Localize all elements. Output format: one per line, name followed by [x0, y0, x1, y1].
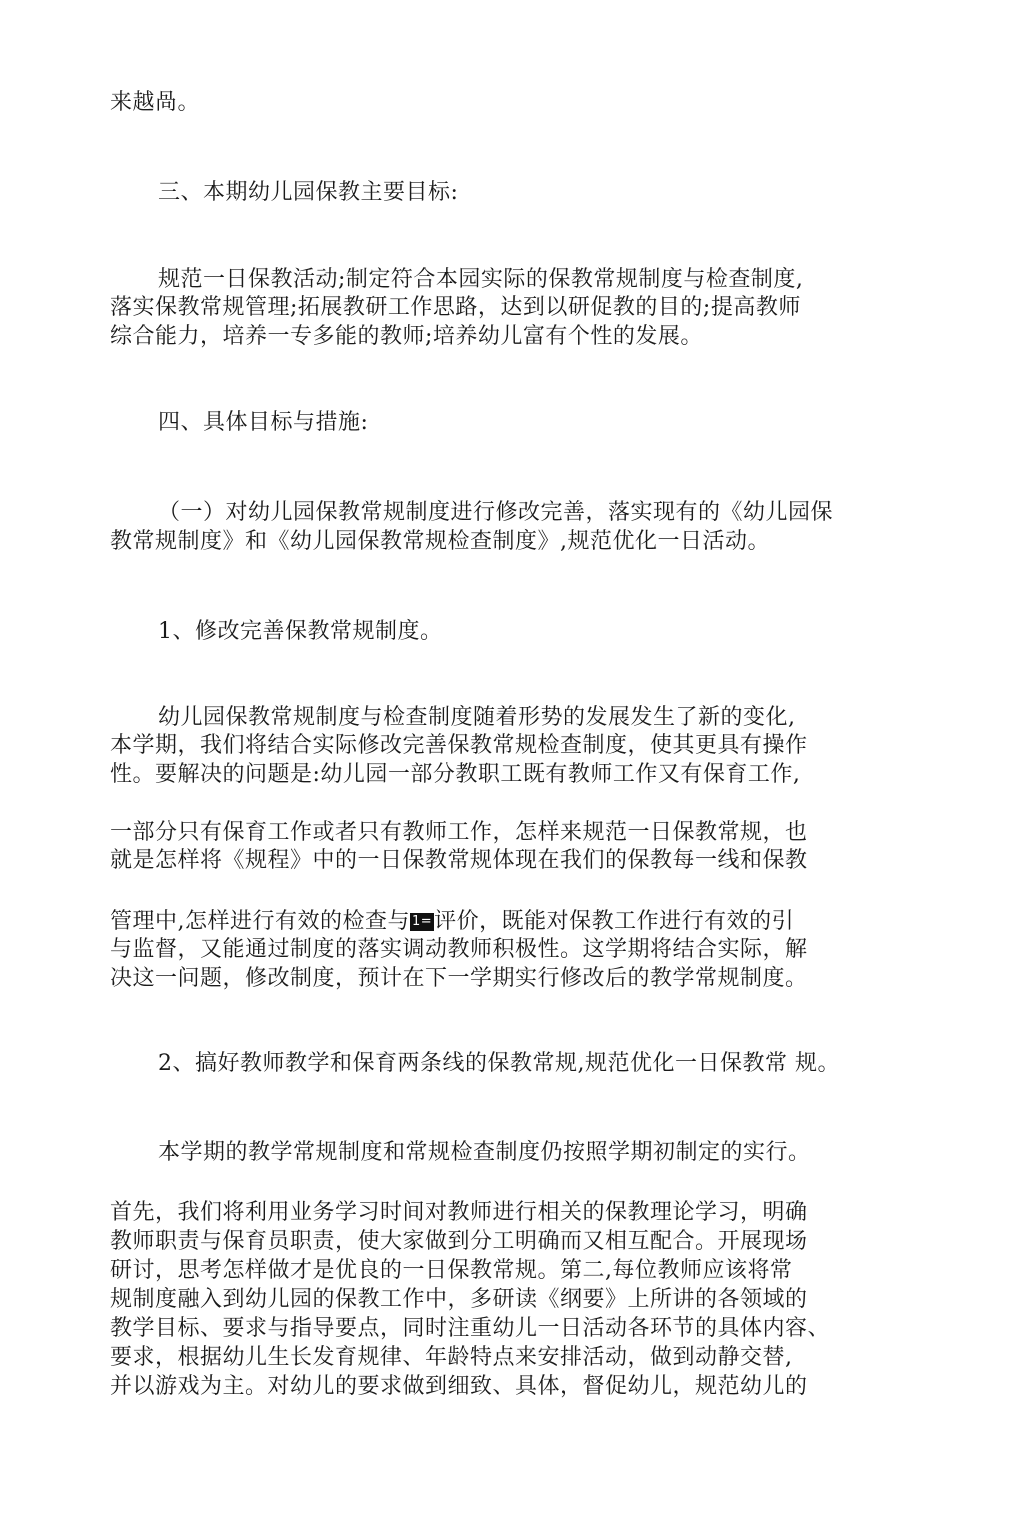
text-line [110, 907, 794, 937]
text-line: 规范一日保教活动;制定符合本园实际的保教常规制度与检查制度, [158, 267, 804, 292]
text-line: 首先，我们将利用业务学习时间对教师进行相关的保教理论学习，明确 [110, 1200, 808, 1225]
inline-marker: 1= [412, 914, 433, 929]
text-line: （一）对幼儿园保教常规制度进行修改完善，落实现有的《幼儿园保 [158, 500, 834, 525]
text-line: 就是怎样将《规程》中的一日保教常规体现在我们的保教每一线和保教 [110, 848, 808, 873]
section-heading: 三、本期幼儿园保教主要目标: [158, 180, 459, 205]
subsection-heading: 1、修改完善保教常规制度。 [158, 619, 443, 644]
text-line: 一部分只有保育工作或者只有教师工作，怎样来规范一日保教常规，也 [110, 820, 808, 845]
section-heading: 四、具体目标与措施: [158, 410, 369, 435]
text-line: 来越咼。 [110, 90, 201, 115]
text-line: 教学目标、要求与指导要点，同时注重幼儿一日活动各环节的具体内容、 [110, 1316, 831, 1341]
text-line: 决这一问题，修改制度，预计在下一学期实行修改后的教学常规制度。 [110, 966, 808, 991]
text-line: 并以游戏为主。对幼儿的要求做到细致、具体，督促幼儿，规范幼儿的 [110, 1374, 808, 1399]
text-line: 幼儿园保教常规制度与检查制度随着形势的发展发生了新的变化, [158, 705, 796, 730]
text-line: 本学期，我们将结合实际修改完善保教常规检查制度，使其更具有操作 [110, 733, 808, 758]
text-line: 规制度融入到幼儿园的保教工作中，多研读《纲要》上所讲的各领域的 [110, 1287, 808, 1312]
text-line: 教常规制度》和《幼儿园保教常规检查制度》,规范优化一日活动。 [110, 529, 770, 554]
subsection-heading: 2、搞好教师教学和保育两条线的保教常规,规范优化一日保教常 规。 [158, 1051, 840, 1076]
text-line: 教师职责与保育员职责，使大家做到分工明确而又相互配合。开展现场 [110, 1229, 808, 1254]
text-line: 与监督，又能通过制度的落实调动教师积极性。这学期将结合实际，解 [110, 937, 808, 962]
text-segment: 管理中,怎样进行有效的检查与 [110, 909, 410, 934]
text-line: 性。要解决的问题是:幼儿园一部分教职工既有教师工作又有保育工作, [110, 762, 801, 787]
text-line: 落实保教常规管理;拓展教研工作思路，达到以研促教的目的;提高教师 [110, 295, 801, 320]
text-line: 本学期的教学常规制度和常规检查制度仍按照学期初制定的实行。 [158, 1140, 811, 1165]
text-line: 要求，根据幼儿生长发育规律、年龄特点来安排活动，做到动静交替, [110, 1345, 793, 1370]
text-line: 研讨，思考怎样做才是优良的一日保教常规。第二,每位教师应该将常 [110, 1258, 793, 1283]
text-line: 综合能力，培养一专多能的教师;培养幼儿富有个性的发展。 [110, 324, 703, 349]
text-segment: 评价，既能对保教工作进行有效的引 [434, 909, 795, 934]
